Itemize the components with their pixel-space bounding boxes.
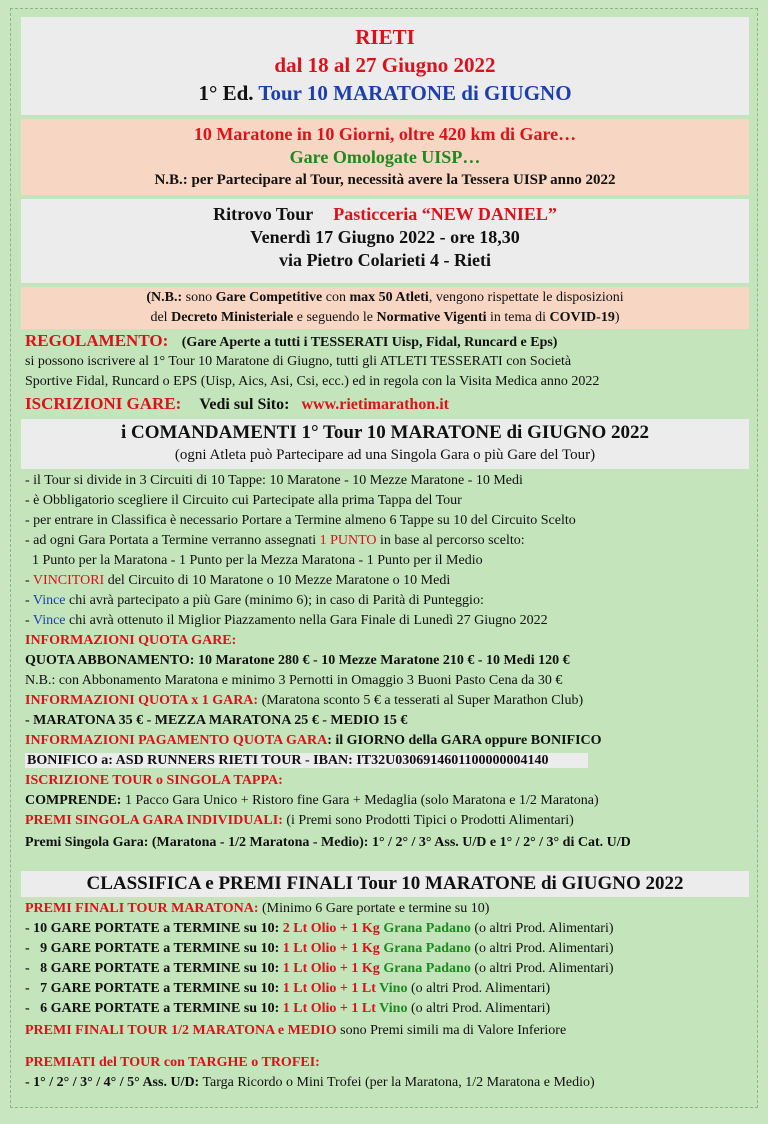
event-dates: dal 18 al 27 Giugno 2022 [274, 53, 496, 77]
rule-7: - Vince chi avrà partecipato a più Gare (minimo 6); in caso di Parità di Punteggio: [25, 593, 484, 608]
intro-line3: N.B.: per Partecipare al Tour, necessità avere la Tessera UISP anno 2022 [154, 172, 616, 188]
prize-row-9: - 9 GARE PORTATE a TERMINE su 10: 1 Lt Olio + 1 Kg Grana Padano (o altri Prod. Alimentari) [25, 941, 614, 956]
intro-box [21, 119, 749, 195]
comandamenti-title: i COMANDAMENTI 1° Tour 10 MARATONE di GIUGNO 2022 [120, 422, 650, 443]
ritrovo-place: Pasticceria “NEW DANIEL” [333, 204, 557, 224]
event-city: RIETI [355, 25, 415, 49]
prize-row-10: - 10 GARE PORTATE a TERMINE su 10: 2 Lt Olio + 1 Kg Grana Padano (o altri Prod. Alimentari) [25, 921, 614, 936]
iscrizioni-line [25, 394, 747, 415]
note-line2: del Decreto Ministeriale e seguendo le Normative Vigenti in tema di COVID-19) [150, 310, 620, 325]
premi-singola-gara: Premi Singola Gara: (Maratona - 1/2 Maratona - Medio): 1° / 2° / 3° Ass. U/D e 1° / 2° / 3° di Cat. U/D [25, 835, 631, 850]
ritrovo-datetime: Venerdì 17 Giugno 2022 - ore 18,30 [250, 227, 520, 247]
note-box [21, 287, 749, 329]
pagamento-line: INFORMAZIONI PAGAMENTO QUOTA GARA: il GIORNO della GARA oppure BONIFICO [25, 733, 602, 748]
premiati-line: - 1° / 2° / 3° / 4° / 5° Ass. U/D: Targa Ricordo o Mini Trofei (per la Maratona, 1/2 Maratona e Medio) [25, 1075, 595, 1090]
edition-prefix: 1° Ed. [198, 81, 254, 105]
comandamenti-box [21, 419, 749, 469]
premi-finali-label-line: PREMI FINALI TOUR MARATONA: (Minimo 6 Gare portate e termine su 10) [25, 901, 490, 916]
iscrizioni-label: ISCRIZIONI GARE: [25, 394, 182, 413]
bonifico-line: BONIFICO a: ASD RUNNERS RIETI TOUR - IBAN: IT32U0306914601100000004140 [25, 751, 747, 771]
quota-abbonamento: QUOTA ABBONAMENTO: 10 Maratone 280 € - 10 Mezze Maratone 210 € - 10 Medi 120 € [25, 653, 570, 668]
rule-4: - ad ogni Gara Portata a Termine verranno assegnati 1 PUNTO in base al percorso scelto: [25, 533, 525, 548]
flyer-page [10, 8, 758, 1108]
regolamento-text-2: Sportive Fidal, Runcard o EPS (Uisp, Aics, Asi, Csi, ecc.) ed in regola con la Visita Medica anno 2022 [25, 374, 600, 389]
prize-row-7: - 7 GARE PORTATE a TERMINE su 10: 1 Lt Olio + 1 Lt Vino (o altri Prod. Alimentari) [25, 981, 551, 996]
ritrovo-line1 [21, 203, 749, 226]
ritrovo-address: via Pietro Colarieti 4 - Rieti [278, 250, 492, 270]
regolamento-label: REGOLAMENTO: [25, 331, 169, 350]
intro-line2: Gare Omologate UISP… [289, 147, 481, 167]
event-edition [21, 79, 749, 107]
note-line1: (N.B.: sono Gare Competitive con max 50 Atleti, vengono rispettate le disposizioni [146, 290, 624, 305]
ritrovo-box [21, 199, 749, 283]
quota-nb: N.B.: con Abbonamento Maratona e minimo 3 Pernotti in Omaggio 3 Buoni Pasto Cena da 30 € [25, 673, 563, 688]
rule-6: - VINCITORI del Circuito di 10 Maratone o 10 Mezze Maratone o 10 Medi [25, 573, 451, 588]
rule-8: - Vince chi avrà ottenuto il Miglior Piazzamento nella Gara Finale di Lunedì 27 Giugno 2022 [25, 613, 548, 628]
iscrizioni-text: Vedi sul Sito: [199, 396, 290, 413]
premi-individuali-line: PREMI SINGOLA GARA INDIVIDUALI: (i Premi sono Prodotti Tipici o Prodotti Alimentari) [25, 813, 574, 828]
rule-3: - per entrare in Classifica è necessario Portare a Termine almeno 6 Tappe su 10 del Circuito Scelto [25, 513, 576, 528]
edition-name: Tour 10 MARATONE di GIUGNO [258, 81, 572, 105]
rule-1: - il Tour si divide in 3 Circuiti di 10 Tappe: 10 Maratone - 10 Mezze Maratone - 10 Medi [25, 473, 523, 488]
rule-5: 1 Punto per la Maratona - 1 Punto per la Mezza Maratona - 1 Punto per il Medio [25, 553, 483, 568]
info-quota-label: INFORMAZIONI QUOTA GARE: [25, 633, 237, 648]
ritrovo-label: Ritrovo Tour [213, 204, 314, 224]
comprende-line: COMPRENDE: 1 Pacco Gara Unico + Ristoro fine Gara + Medaglia (solo Maratona e 1/2 Maratona) [25, 793, 599, 808]
rule-2: - è Obbligatorio scegliere il Circuito cui Partecipate alla prima Tappa del Tour [25, 493, 462, 508]
premi-half-line: PREMI FINALI TOUR 1/2 MARATONA e MEDIO sono Premi simili ma di Valore Inferiore [25, 1023, 567, 1038]
regolamento-text-1: si possono iscrivere al 1° Tour 10 Maratone di Giugno, tutti gli ATLETI TESSERATI con Società [25, 354, 572, 369]
prize-row-8: - 8 GARE PORTATE a TERMINE su 10: 1 Lt Olio + 1 Kg Grana Padano (o altri Prod. Alimentari) [25, 961, 614, 976]
prize-row-6: - 6 GARE PORTATE a TERMINE su 10: 1 Lt Olio + 1 Lt Vino (o altri Prod. Alimentari) [25, 1001, 551, 1016]
intro-line1: 10 Maratone in 10 Giorni, oltre 420 km di Gare… [193, 124, 577, 144]
comandamenti-subtitle: (ogni Atleta può Partecipare ad una Singola Gara o più Gare del Tour) [174, 447, 596, 463]
quota-x1-line: INFORMAZIONI QUOTA x 1 GARA: (Maratona sconto 5 € a tesserati al Super Marathon Club) [25, 693, 584, 708]
title-box [21, 17, 749, 115]
iscrizioni-site-link[interactable]: www.rietimarathon.it [301, 396, 449, 413]
regolamento-paren: (Gare Aperte a tutti i TESSERATI Uisp, Fidal, Runcard e Eps) [181, 335, 558, 350]
premiati-label: PREMIATI del TOUR con TARGHE o TROFEI: [25, 1055, 320, 1070]
quota-prices: - MARATONA 35 € - MEZZA MARATONA 25 € - MEDIO 15 € [25, 713, 408, 728]
regolamento-line [25, 331, 747, 353]
classifica-title: CLASSIFICA e PREMI FINALI Tour 10 MARATONE di GIUGNO 2022 [86, 873, 684, 894]
iscrizione-tour-label: ISCRIZIONE TOUR o SINGOLA TAPPA: [25, 773, 283, 788]
classifica-box [21, 871, 749, 897]
